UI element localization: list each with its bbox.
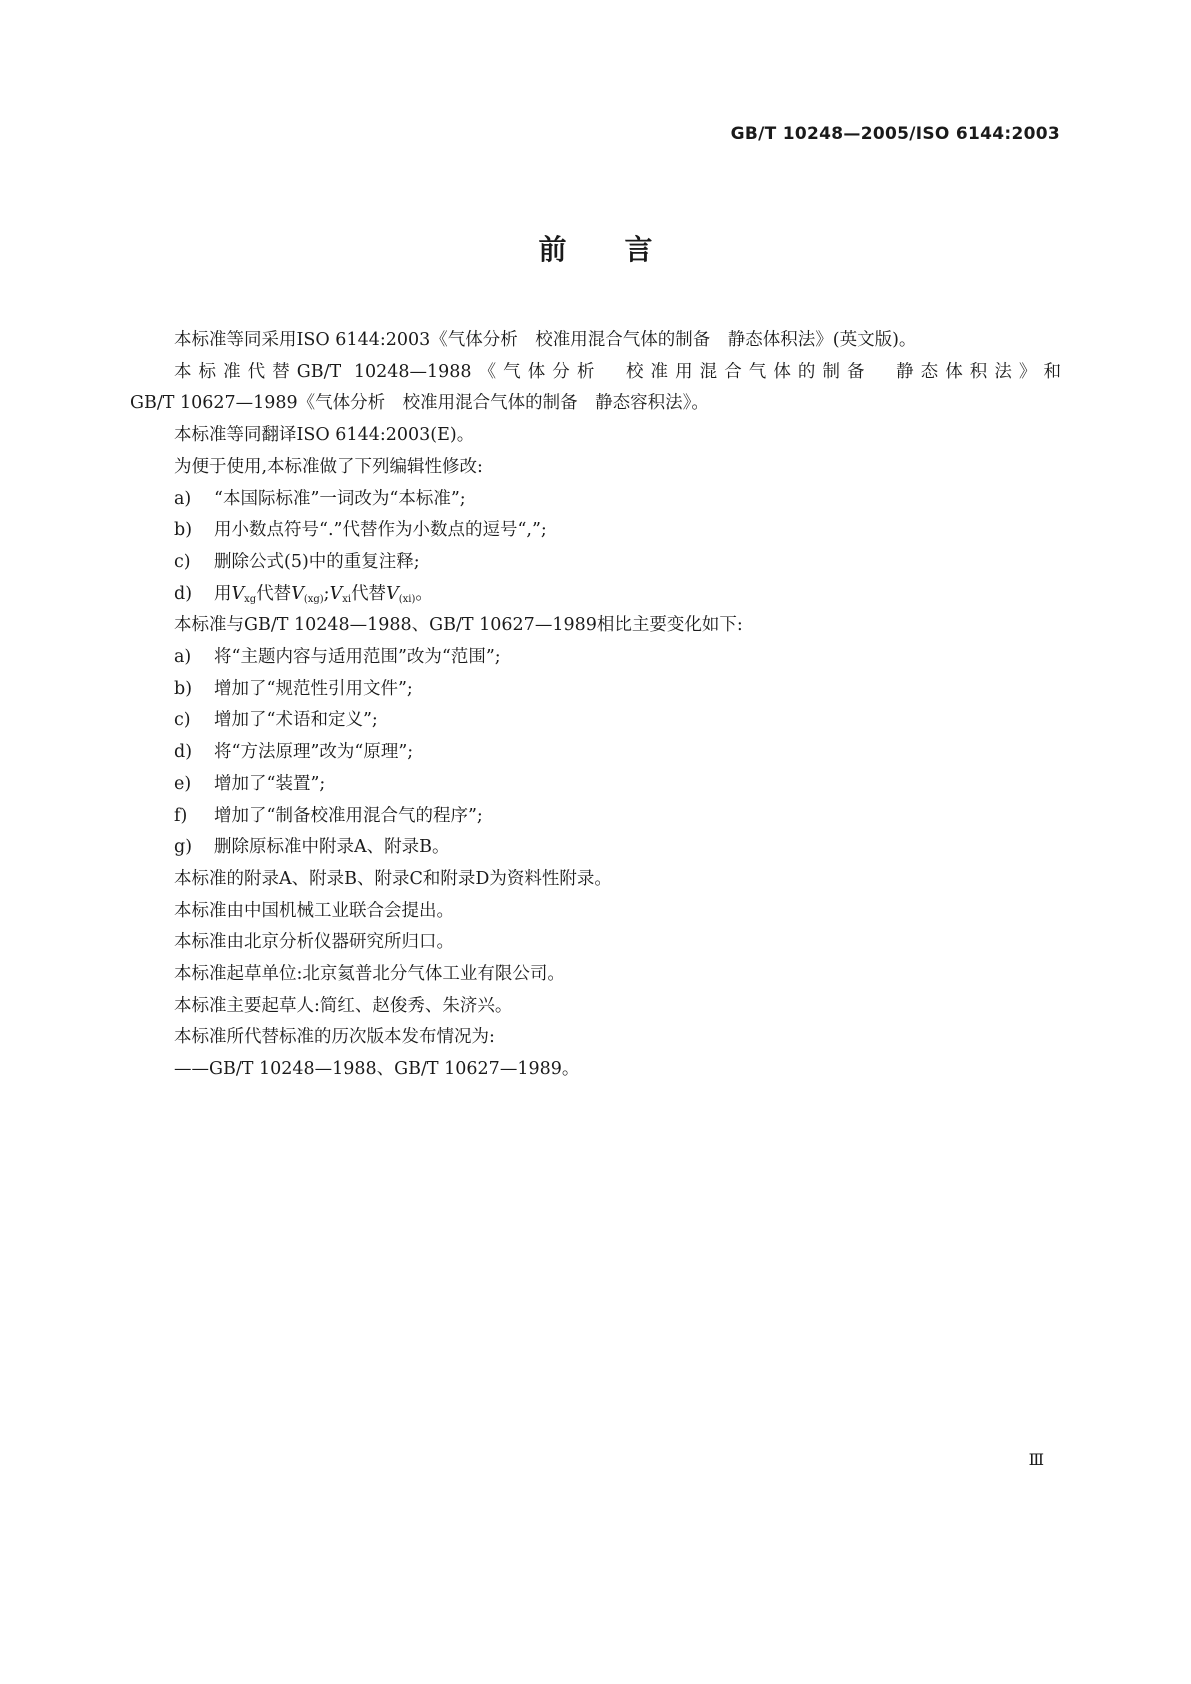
page-title: 前言	[538, 233, 711, 266]
list-marker: b)	[174, 678, 193, 699]
list-item-text: 将“方法原理”改为“原理”;	[214, 742, 414, 763]
list-item-text: 删除公式(5)中的重复注释;	[214, 551, 420, 572]
list-item-text: 增加了“规范性引用文件”;	[214, 678, 413, 699]
list-item-text: 删除原标准中附录A、附录B。	[214, 837, 450, 858]
change-list-item	[130, 642, 1061, 674]
symbol-v: V	[386, 583, 399, 604]
paragraph-history-intro: 本标准所代替标准的历次版本发布情况为:	[174, 1027, 495, 1048]
paragraph-replaces-line2: GB/T 10627—1989《气体分析 校准用混合气体的制备 静态容积法》。	[130, 393, 709, 414]
change-list-item	[130, 832, 1061, 864]
paragraph-edits-intro: 为便于使用,本标准做了下列编辑性修改:	[174, 456, 483, 477]
list-item-text: 增加了“术语和定义”;	[214, 710, 378, 731]
symbol-subscript: (xi)	[398, 593, 416, 605]
paragraph-translation: 本标准等同翻译ISO 6144:2003(E)。	[174, 425, 475, 446]
edit-list-item	[130, 547, 1061, 579]
change-list-item	[130, 769, 1061, 801]
list-marker: e)	[174, 773, 192, 794]
change-list-item	[130, 737, 1061, 769]
list-marker: c)	[174, 551, 191, 572]
symbol-v: V	[231, 583, 245, 604]
list-marker: g)	[174, 837, 193, 858]
paragraph-replaces-line1: 本标准代替GB/T 10248—1988《气体分析 校准用混合气体的制备 静态体积法》和	[174, 361, 1061, 382]
paragraph-centralized-by: 本标准由北京分析仪器研究所归口。	[174, 932, 454, 953]
symbol-text: 代替	[256, 583, 292, 604]
paragraph-drafters: 本标准主要起草人:简红、赵俊秀、朱济兴。	[174, 995, 513, 1016]
preface-body	[130, 325, 1061, 1086]
change-list-item	[130, 674, 1061, 706]
paragraph-changes-intro: 本标准与GB/T 10248—1988、GB/T 10627—1989相比主要变化如下:	[174, 615, 743, 636]
edit-list-item-symbols	[130, 579, 1061, 611]
edit-list-item	[130, 515, 1061, 547]
standard-code: GB/T 10248—2005/ISO 6144:2003	[730, 124, 1060, 144]
change-list-item	[130, 705, 1061, 737]
list-marker: c)	[174, 710, 191, 731]
list-marker: d)	[174, 742, 193, 763]
paragraph-adoption: 本标准等同采用ISO 6144:2003《气体分析 校准用混合气体的制备 静态体积法》(英文版)。	[174, 330, 917, 350]
symbol-v: V	[291, 583, 304, 604]
list-marker: a)	[174, 488, 192, 509]
edit-list-item	[130, 484, 1061, 516]
paragraph-annexes: 本标准的附录A、附录B、附录C和附录D为资料性附录。	[174, 868, 612, 889]
list-marker: f)	[174, 805, 188, 826]
symbol-text: ;	[323, 583, 330, 604]
symbol-subscript: (xg)	[303, 593, 324, 605]
symbol-text: 代替	[351, 583, 387, 604]
list-marker: d)	[174, 583, 193, 604]
list-item-text: 用小数点符号“.”代替作为小数点的逗号“,”;	[214, 520, 547, 541]
symbol-v: V	[329, 583, 343, 604]
list-marker: a)	[174, 647, 192, 668]
paragraph-history-item: ——GB/T 10248—1988、GB/T 10627—1989。	[174, 1059, 580, 1080]
paragraph-drafting-unit: 本标准起草单位:北京氦普北分气体工业有限公司。	[174, 964, 565, 985]
list-item-text: “本国际标准”一词改为“本标准”;	[214, 488, 466, 509]
list-item-text: 增加了“装置”;	[214, 773, 326, 794]
symbol-text: 用	[214, 583, 232, 604]
symbol-subscript: xi	[342, 593, 352, 605]
change-list-item	[130, 801, 1061, 833]
symbol-subscript: xg	[244, 593, 257, 605]
list-item-text: 将“主题内容与适用范围”改为“范围”;	[214, 647, 501, 668]
page-number: Ⅲ	[1028, 1450, 1044, 1469]
list-item-text: 增加了“制备校准用混合气的程序”;	[214, 805, 483, 826]
symbol-text: 。	[415, 583, 433, 604]
list-marker: b)	[174, 520, 193, 541]
paragraph-proposed-by: 本标准由中国机械工业联合会提出。	[174, 900, 454, 921]
